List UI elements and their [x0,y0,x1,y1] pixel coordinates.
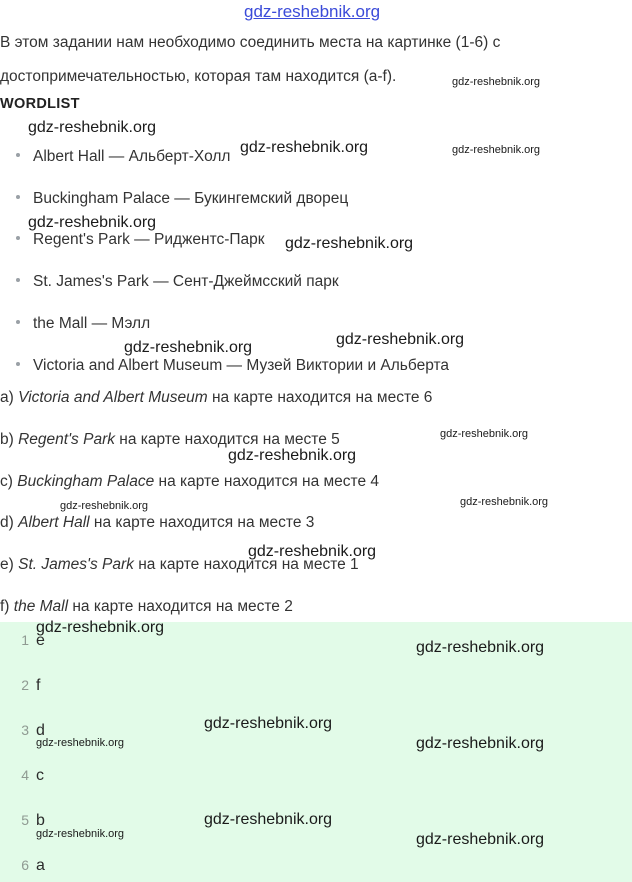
row-number: 6 [21,857,29,873]
row-number: 3 [21,722,29,738]
answer-text: на карте находится на месте 1 [138,556,359,573]
wordlist-item-text: Regent's Park — Риджентс-Парк [33,231,265,248]
wordlist-item [16,357,449,375]
watermark: gdz-reshebnik.org [416,831,545,848]
wordlist-item [16,190,348,208]
answer-text: на карте находится на месте 4 [158,473,380,490]
row-number: 2 [21,677,29,693]
watermark: gdz-reshebnik.org [124,339,253,356]
answer-text: на карте находится на месте 6 [211,389,433,406]
wordlist-item [16,231,265,249]
wordlist-item [16,148,230,166]
watermark: gdz-reshebnik.org [416,735,545,752]
answer-letter: a) [0,389,14,406]
answer-letter: b) [0,431,14,448]
answer-text: на карте находится на месте 3 [93,514,315,531]
intro-text-line2: достопримечательностью, которая там находится (a-f). [0,68,397,85]
watermark: gdz-reshebnik.org [228,447,357,464]
wordlist-item-text: Victoria and Albert Museum — Музей Виктории и Альберта [33,357,450,374]
wordlist-item-text: St. James's Park — Сент-Джеймсский парк [33,273,339,290]
table-row [0,857,45,875]
table-row [0,767,44,785]
answer-line [0,598,293,616]
watermark-link[interactable]: gdz-reshebnik.org [244,2,381,21]
watermark: gdz-reshebnik.org [204,715,333,732]
watermark: gdz-reshebnik.org [416,639,545,656]
watermark: gdz-reshebnik.org [452,144,541,156]
wordlist-heading: WORDLIST [0,96,80,112]
answer-text: на карте находится на месте 2 [72,598,293,615]
watermark: gdz-reshebnik.org [336,331,465,348]
bullet [16,153,20,157]
watermark: gdz-reshebnik.org [440,428,529,440]
row-letter: e [36,632,45,649]
answer-place: Regent's Park [18,431,115,448]
wordlist-item [16,273,339,291]
answer-place: the Mall [13,598,69,615]
bullet [16,320,20,324]
watermark: gdz-reshebnik.org [452,76,541,88]
answer-letter: f) [0,598,10,615]
watermark: gdz-reshebnik.org [460,496,549,508]
row-number: 1 [21,632,29,648]
watermark: gdz-reshebnik.org [285,235,414,252]
watermark: gdz-reshebnik.org [240,139,369,156]
wordlist-item [16,315,150,333]
row-letter: b [36,812,45,829]
answer-letter: e) [0,556,14,573]
row-number: 5 [21,812,29,828]
answer-place: Victoria and Albert Museum [18,389,208,406]
bullet [16,362,20,366]
watermark: gdz-reshebnik.org [28,119,157,136]
answer-place: St. James's Park [18,556,134,573]
watermark: gdz-reshebnik.org [28,214,157,231]
row-letter: f [36,677,41,694]
wordlist-item-text: Albert Hall — Альберт-Холл [33,148,231,165]
answer-line [0,473,379,491]
watermark: gdz-reshebnik.org [248,543,377,560]
answer-text: на карте находится на месте 5 [119,431,340,448]
watermark: gdz-reshebnik.org [204,811,333,828]
watermark: gdz-reshebnik.org [36,619,165,636]
bullet [16,278,20,282]
watermark: gdz-reshebnik.org [36,737,125,749]
answer-letter: c) [0,473,13,490]
answer-letter: d) [0,514,14,531]
bullet [16,236,20,240]
wordlist-item-text: the Mall — Мэлл [33,315,151,332]
wordlist-item-text: Buckingham Palace — Букингемский дворец [33,190,349,207]
row-number: 4 [21,767,29,783]
watermark: gdz-reshebnik.org [60,500,149,512]
watermark: gdz-reshebnik.org [36,828,125,840]
row-letter: a [36,857,45,874]
answer-line [0,514,314,532]
row-letter: d [36,722,45,739]
table-row [0,677,40,695]
answer-place: Buckingham Palace [17,473,155,490]
answer-line [0,389,432,407]
answer-place: Albert Hall [18,514,90,531]
intro-text-line1: В этом задании нам необходимо соединить места на картинке (1-6) с [0,34,501,51]
bullet [16,195,20,199]
row-letter: c [36,767,44,784]
